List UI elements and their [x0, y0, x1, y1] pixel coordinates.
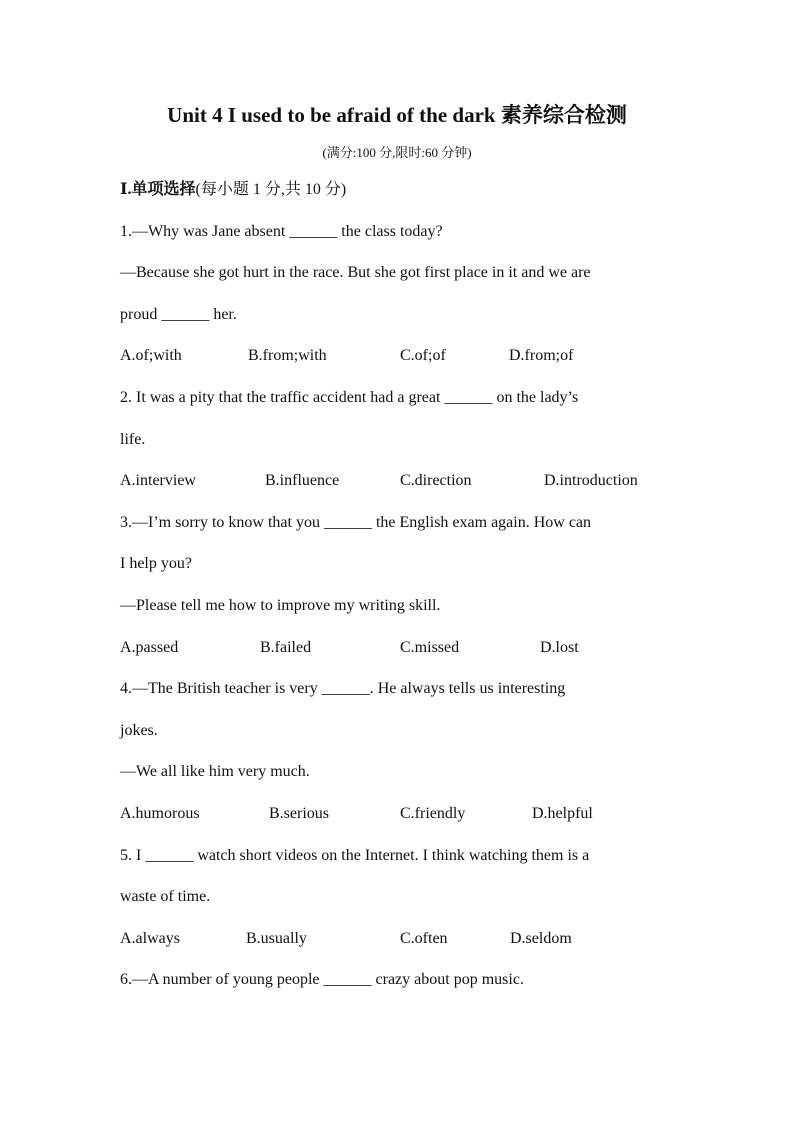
question-4-stem-cont: jokes. — [120, 721, 158, 739]
option-c: C.friendly — [400, 804, 466, 822]
question-4-response: —We all like him very much. — [120, 763, 310, 781]
question-5-stem-cont: waste of time. — [120, 888, 211, 906]
question-5-stem: 5. I ______ watch short videos on the Internet. I think watching them is a — [120, 846, 590, 864]
option-d: D.introduction — [544, 472, 638, 490]
question-3-stem: 3.—I’m sorry to know that you ______ the English exam again. How can — [120, 513, 592, 531]
question-2-stem-cont: life. — [120, 430, 146, 448]
question-3-response: —Please tell me how to improve my writing skill. — [120, 596, 441, 614]
question-2-options — [120, 467, 680, 509]
page-title: Unit 4 I used to be afraid of the dark 素养综合检测 — [167, 103, 627, 127]
question-1-response-cont: proud ______ her. — [120, 305, 237, 323]
option-a: A.passed — [120, 638, 179, 656]
question-4-options — [120, 800, 680, 842]
question-1-stem: 1.—Why was Jane absent ______ the class today? — [120, 222, 443, 240]
option-c: C.of;of — [400, 347, 446, 365]
option-b: B.usually — [246, 929, 307, 947]
option-c: C.missed — [400, 638, 460, 656]
option-a: A.of;with — [120, 347, 182, 365]
question-content — [120, 176, 680, 1008]
question-1-response: —Because she got hurt in the race. But she got first place in it and we are — [120, 264, 591, 282]
question-3-stem-cont: I help you? — [120, 555, 192, 573]
section-heading — [120, 176, 680, 218]
option-b: B.serious — [269, 804, 329, 822]
section-note: (每小题 1 分,共 10 分) — [195, 181, 347, 198]
option-d: D.from;of — [509, 347, 574, 365]
option-d: D.lost — [540, 638, 579, 656]
option-c: C.direction — [400, 472, 472, 490]
option-d: D.helpful — [532, 804, 593, 822]
option-a: A.interview — [120, 472, 196, 490]
section-title: Ⅰ.单项选择 — [120, 181, 196, 198]
question-2-stem: 2. It was a pity that the traffic accident had a great ______ on the lady’s — [120, 388, 579, 406]
option-b: B.from;with — [248, 347, 327, 365]
option-a: A.humorous — [120, 804, 200, 822]
question-5-options — [120, 925, 680, 967]
question-6-stem: 6.—A number of young people ______ crazy about pop music. — [120, 971, 524, 989]
score-time-info: (满分:100 分,限时:60 分钟) — [322, 145, 472, 160]
option-b: B.influence — [265, 472, 340, 490]
question-4-stem: 4.—The British teacher is very ______. He always tells us interesting — [120, 680, 566, 698]
option-a: A.always — [120, 929, 180, 947]
option-d: D.seldom — [510, 929, 572, 947]
option-b: B.failed — [260, 638, 312, 656]
question-3-options — [120, 634, 680, 676]
question-1-options — [120, 342, 680, 384]
option-c: C.often — [400, 929, 448, 947]
